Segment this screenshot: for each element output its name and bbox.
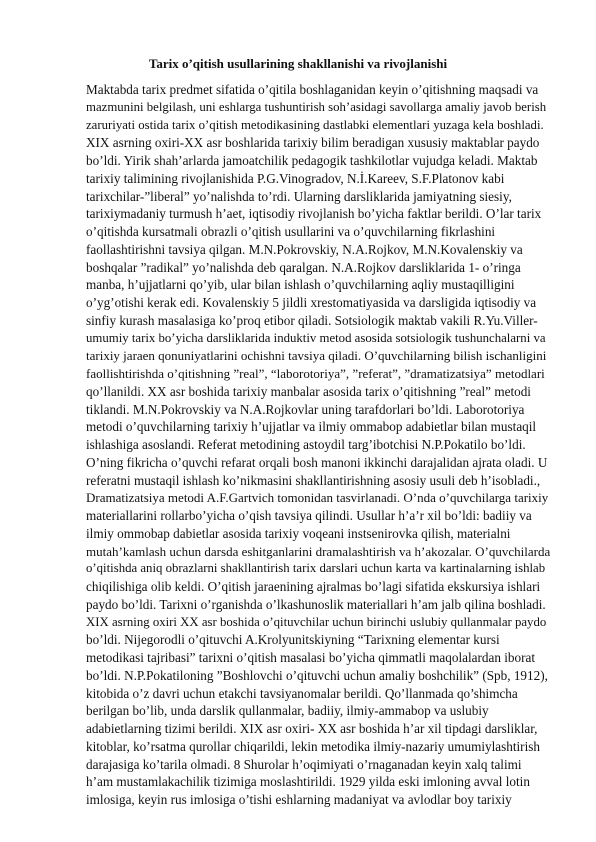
text-line: mutah’kamlash uchun darsda eshitganlarini dramalashtirish va h’akozalar. O’quvchilarda — [86, 543, 550, 559]
text-line: o’qitishda aniq obrazlarni shakllantirish tarix darslari uchun karta va kartinalarning ishlab — [86, 561, 546, 576]
text-line: h’am mustamlakachilik tizimiga moslashtirildi. 1929 yilda eski imloning avval lotin — [86, 774, 530, 790]
text-line: qo’llanildi. XX asr boshida tarixiy manbalar asosida tarix o’qitishning ”real” metodi — [86, 383, 531, 399]
text-line: Maktabda tarix predmet sifatida o’qitila boshlaganidan keyin o’qitishning maqsadi va — [86, 82, 539, 97]
text-line: ishlashiga asoslandi. Referat metodining astoydil targ’ibotchisi N.P.Pokatilo bo’ldi. — [86, 437, 526, 452]
text-line: chiqilishiga olib keldi. O’qitish jaraenining ajralmas bo’lagi sifatida ekskursiya ishlari — [86, 579, 541, 594]
text-line: tiklandi. M.N.Pokrovskiy va N.A.Rojkovlar uning tarafdorlari bo’ldi. Laborotoriya — [86, 401, 525, 417]
text-line: sinfiy kurash masalasiga ko’proq etibor qiladi. Sotsiologik maktab vakili R.Yu.Viller- — [86, 312, 538, 328]
text-line: XIX asrning oxiri-XX asr boshlarida tarixiy bilim beradigan xususiy maktablar paydo — [86, 135, 540, 151]
text-line: faollashtirishni tavsiya qilgan. M.N.Pokrovskiy, N.A.Rojkov, M.N.Kovalenskiy va — [86, 241, 523, 257]
text-line: tarixiy talimining rivojlanishida P.G.Vinogradov, N.İ.Kareev, S.F.Platonov kabi — [86, 170, 505, 186]
text-line: umumiy tarix bo’yicha darsliklarida induktiv metod asosida sotsiologik tushunchalarni va — [86, 330, 546, 345]
text-line: bo’ldi. N.P.Pokatiloning ”Boshlovchi o’qituvchi uchun amaliy boshchilik” (Spb, 1912), — [86, 667, 548, 683]
text-line: o’qitishda kursatmali obrazli o’qitish usullarini va o’quvchilarning fikrlashini — [86, 224, 496, 239]
text-line: manba, h’ujjatlarni qo’yib, ular bilan ishlash o’quvchilarning aqliy mustaqilligini — [86, 277, 515, 293]
text-line: referatni mustaqil ishlash ko’nikmasini shakllantirishning asosiy usuli deb h’isobladi., — [86, 472, 541, 488]
text-line: berilgan bo’lib, unda darslik qullanmalar, badiiy, ilmiy-ammabop va uslubiy — [86, 703, 489, 719]
text-line: mazmunini belgilash, uni eshlarga tushuntirish soh’asidagi savollarga amaliy javob berish — [86, 99, 547, 114]
text-line: XIX asrning oxiri XX asr boshida o’qituvchilar uchun birinchi uslubiy qullanmalar paydo — [86, 614, 547, 629]
text-line: metodikasi tajribasi” tarixni o’qitish masalasi bo’yicha qimmatli maqolalardan iborat — [86, 650, 535, 665]
text-line: materiallarini rollarbo’yicha o’qish tavsiya qilindi. Usullar h’a’r xil bo’ldi: badiiy va — [86, 508, 532, 523]
text-line: zaruriyati ostida tarix o’qitish metodikasining dastlabki elementlari yuzaga kela boshladi. — [86, 117, 544, 132]
text-line: kitoblar, ko’rsatma qurollar chiqarildi, lekin metodika ilmiy-nazariy umumiylashtirish — [86, 738, 540, 754]
text-line: tarixiymadaniy turmush h’aet, iqtisodiy rivojlanish bo’yicha faktlar berildi. O’lar tarix — [86, 206, 542, 222]
text-line: ilmiy ommobap dabietlar asosida tarixiy voqeani instsenirovka qilish, materialni — [86, 525, 511, 541]
text-line: boshqalar ”radikal” yo’nalishda deb qaralgan. N.A.Rojkov darsliklarida 1- o’ringa — [86, 259, 521, 275]
text-line: kitobida o’z davri uchun etakchi tavsiyanomalar berildi. Qo’llanmada qo’shimcha — [86, 685, 518, 701]
text-line: Dramatizatsiya metodi A.F.Gartvich tomonidan tasvirlanadi. O’nda o’quvchilarga tarixiy — [86, 490, 549, 506]
text-line: o’yg’otishi kerak edi. Kovalenskiy 5 jildli xrestomatiyasida va darsligida iqtisodiy va — [86, 295, 537, 310]
text-line: adabietlarning tizimi berildi. XIX asr oxiri- XX asr boshida h’ar xil tipdagi darsliklar, — [86, 721, 538, 736]
text-line: paydo bo’ldi. Tarixni o’rganishda o’lkashunoslik materiallari h’am jalb qilina boshladi. — [86, 596, 546, 612]
text-line: bo’ldi. Yirik shah’arlarda jamoatchilik pedagogik tashkilotlar vujudga keladi. Maktab — [86, 153, 538, 168]
text-line: bo’ldi. Nijegorodli o’qituvchi A.Krolyunitskiyning “Tarixning elementar kursi — [86, 632, 500, 648]
text-line: darajasiga ko’tarila olmadi. 8 Shurolar h’oqimiyati o’rnaganadan keyin xalq talimi — [86, 756, 522, 772]
document-title: Tarix o’qitish usullarining shakllanishi va rivojlanishi — [148, 56, 448, 71]
text-line: tarixchilar-”liberal” yo’nalishda to’rdi. Ularning darsliklarida jamiyatning siesiy, — [86, 188, 512, 204]
document-body — [86, 81, 550, 809]
text-line: tarixiy jaraen qonuniyatlarini ochishni tavsiya qiladi. O’quvchilarning bilish ischanligini — [86, 348, 547, 364]
text-line: O’ning fikricha o’quvchi refarat orqali bosh manoni ikkinchi darajalidan ajrata oladi. U — [86, 454, 548, 470]
text-line: faollishtirishda o’qitishning ”real”, “laborotoriya”, ”referat”, ”dramatizatsiya” metodlari — [86, 366, 545, 381]
text-line: imlosiga, keyin rus imlosiga o’tishi eshlarning madaniyat va avlodlar boy tarixiy — [86, 792, 512, 807]
text-line: metodi o’quvchilarning tarixiy h’ujjatlar va ilmiy ommabop adabietlar bilan mustaqil — [86, 419, 537, 435]
